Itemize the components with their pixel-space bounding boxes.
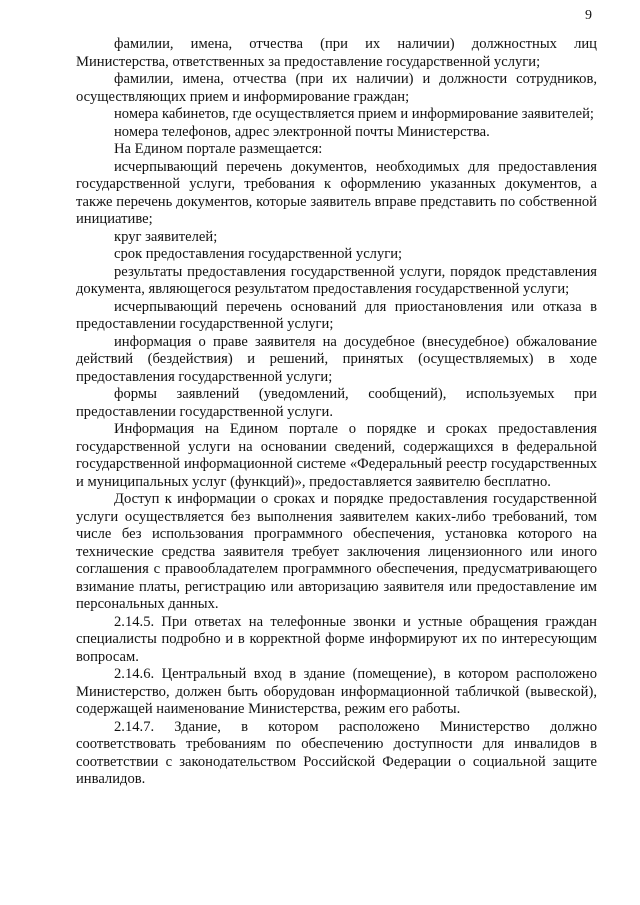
paragraph: 2.14.5. При ответах на телефонные звонки и устные обращения граждан специалисты подробно и в корректной форме информируют их по интересующим вопросам. — [76, 613, 597, 665]
paragraph: результаты предоставления государственной услуги, порядок представления документа, являющегося результатом предоставления государственной услуги; — [76, 263, 597, 297]
paragraph: фамилии, имена, отчества (при их наличии) и должности сотрудников, осуществляющих прием и информирование граждан; — [76, 71, 597, 105]
document-body — [76, 36, 597, 789]
paragraph: формы заявлений (уведомлений, сообщений), используемых при предоставлении государственной услуги. — [76, 386, 597, 420]
paragraph: номера телефонов, адрес электронной почты Министерства. — [114, 123, 490, 140]
page-number: 9 — [585, 8, 592, 23]
paragraph: информация о праве заявителя на досудебное (внесудебное) обжалование действий (бездействия) и решений, принятых (осуществляемых) в ходе предоставления государственной услуги; — [76, 333, 597, 385]
paragraph: срок предоставления государственной услуги; — [114, 246, 403, 262]
paragraph: 2.14.6. Центральный вход в здание (помещение), в котором расположено Министерство, должен быть оборудован информационной табличкой (вывеской), содержащей наименование Министерства, режим его работы. — [76, 666, 597, 717]
paragraph: 2.14.7. Здание, в котором расположено Министерство должно соответствовать требованиям по обеспечению доступности для инвалидов в соответствии с законодательством Российской Федерации о социальной защите инвалидов. — [76, 718, 597, 787]
paragraph: Доступ к информации о сроках и порядке предоставления государственной услуги осуществляется без выполнения заявителем каких-либо требований, том числе без использования программного обеспечения, установка которого на технические средства заявителя требует заключения лицензионного или иного соглашения с правообладателем программного обеспечения, предусматривающего взимание платы, регистрацию или авторизацию заявителя или предоставление им персональных данных. — [76, 491, 597, 612]
paragraph: Информация на Едином портале о порядке и сроках предоставления государственной услуги на основании сведений, содержащихся в федеральной государственной информационной системе «Федеральный реестр государственных и муниципальных услуг (функций)», предоставляется заявителю бесплатно. — [76, 421, 597, 490]
paragraph: фамилии, имена, отчества (при их наличии) должностных лиц Министерства, ответственных за предоставление государственной услуги; — [76, 36, 597, 70]
paragraph: На Едином портале размещается: — [114, 141, 323, 157]
paragraph: исчерпывающий перечень документов, необходимых для предоставления государственной услуги, требования к оформлению указанных документов, а также перечень документов, которые заявитель вправе представить по собственной инициативе; — [76, 158, 597, 227]
paragraph: исчерпывающий перечень оснований для приостановления или отказа в предоставлении государственной услуги; — [76, 298, 597, 332]
paragraph: круг заявителей; — [114, 228, 218, 245]
paragraph: номера кабинетов, где осуществляется прием и информирование заявителей; — [114, 106, 594, 122]
